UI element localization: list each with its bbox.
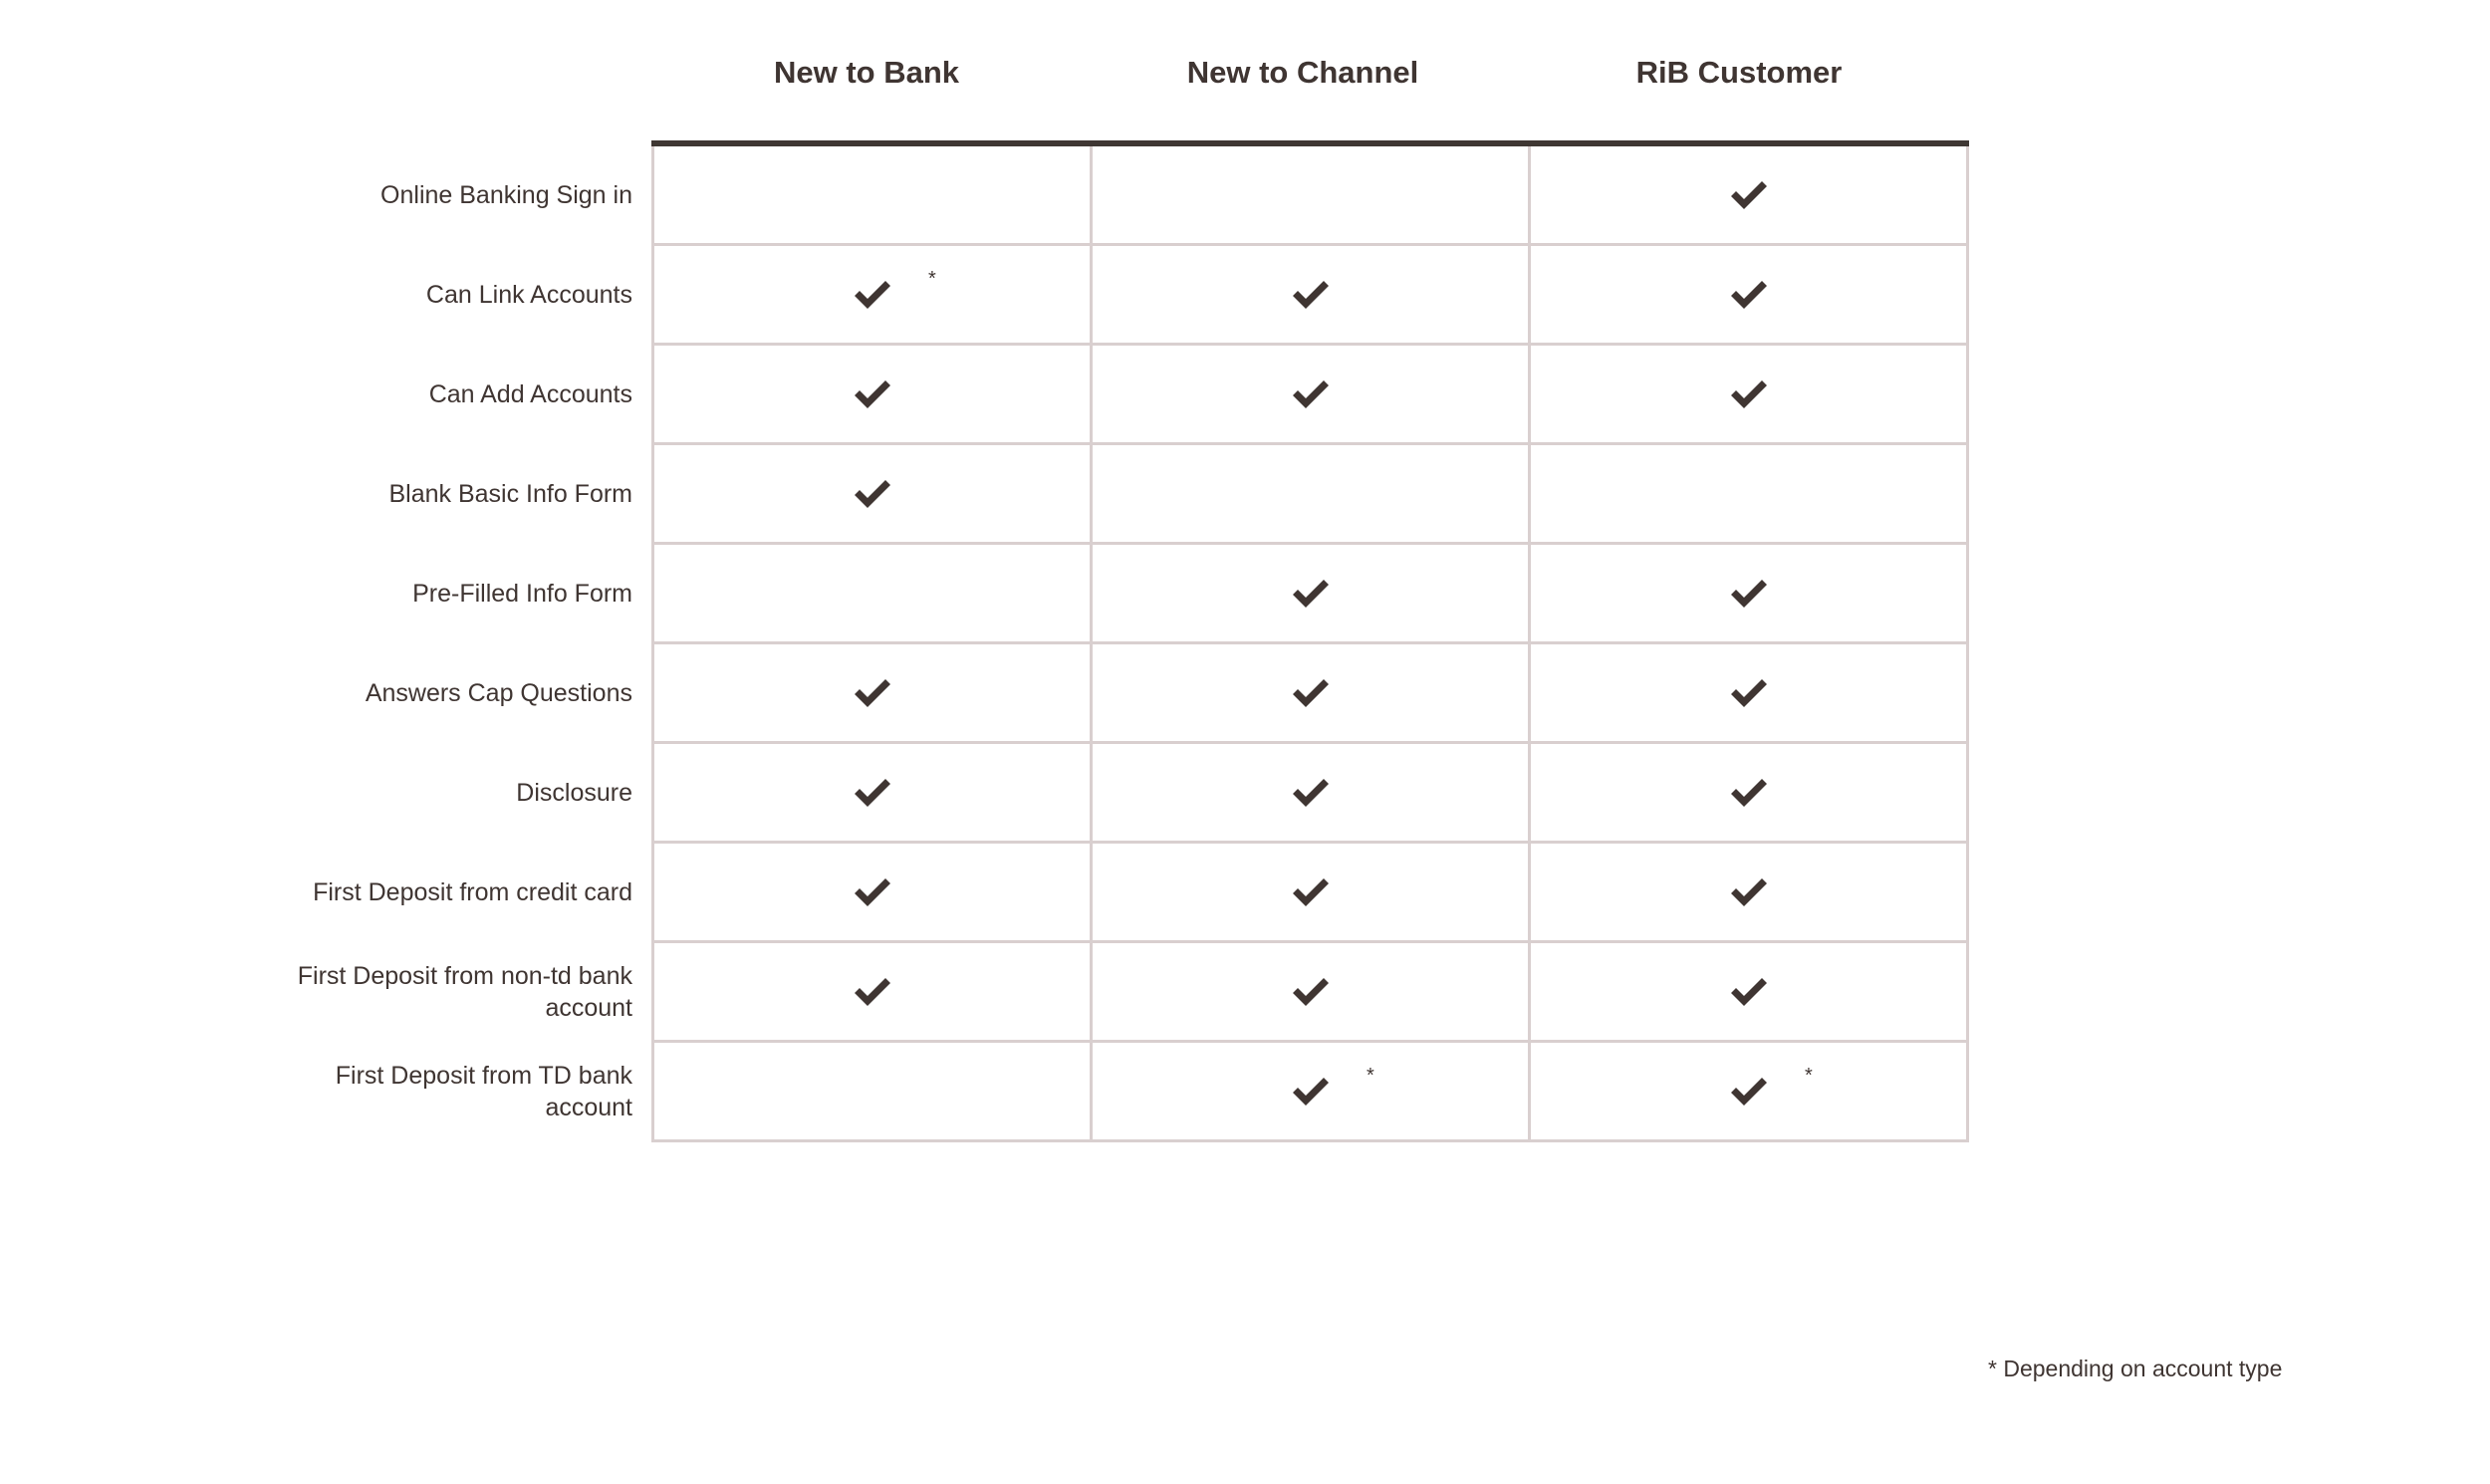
table-row — [651, 545, 1969, 644]
table-row — [651, 943, 1969, 1043]
table-cell — [654, 246, 1093, 343]
table-row — [651, 644, 1969, 744]
check-icon — [1291, 677, 1331, 709]
table-cell — [1093, 545, 1531, 641]
table-cell — [1531, 644, 1969, 741]
table-cell — [1531, 844, 1969, 940]
table-cell — [1531, 1043, 1969, 1139]
asterisk-marker: * — [1805, 1065, 1813, 1087]
table-cell — [654, 545, 1093, 641]
check-icon — [853, 378, 892, 410]
table-cell — [654, 346, 1093, 442]
check-icon — [1729, 378, 1769, 410]
comparison-table — [651, 140, 1969, 1142]
check-icon — [1729, 876, 1769, 908]
table-cell — [1093, 744, 1531, 841]
table-cell — [654, 943, 1093, 1040]
table-cell — [1531, 146, 1969, 243]
row-label-text: First Deposit from TD bank account — [335, 1061, 632, 1121]
table-row — [651, 1043, 1969, 1142]
table-cell — [1093, 844, 1531, 940]
check-icon — [1729, 179, 1769, 211]
table-cell — [1531, 346, 1969, 442]
table-cell — [1093, 943, 1531, 1040]
check-icon — [853, 876, 892, 908]
row-label — [294, 1043, 632, 1139]
row-label — [294, 744, 632, 841]
column-header-new-to-bank: New to Bank — [773, 55, 960, 90]
check-icon — [1729, 279, 1769, 311]
table-cell — [1093, 1043, 1531, 1139]
check-icon — [1729, 578, 1769, 610]
table-cell — [1531, 246, 1969, 343]
table-cell — [1093, 146, 1531, 243]
check-icon — [1729, 777, 1769, 809]
check-icon — [1729, 677, 1769, 709]
check-icon — [1291, 976, 1331, 1008]
asterisk-marker: * — [928, 268, 936, 290]
row-label — [294, 445, 632, 542]
row-label — [294, 346, 632, 442]
check-icon — [1291, 777, 1331, 809]
table-row — [651, 744, 1969, 844]
row-label-text: Answers Cap Questions — [365, 678, 632, 707]
check-icon — [1291, 876, 1331, 908]
table-cell — [654, 844, 1093, 940]
row-label — [294, 545, 632, 641]
table-row — [651, 246, 1969, 346]
row-label-text: First Deposit from non-td bank account — [297, 961, 632, 1022]
check-icon — [1729, 1076, 1769, 1108]
row-label-text: First Deposit from credit card — [313, 877, 632, 906]
table-cell — [654, 1043, 1093, 1139]
table-row — [651, 445, 1969, 545]
row-label-text: Disclosure — [516, 778, 632, 807]
row-label-text: Pre-Filled Info Form — [412, 579, 632, 608]
table-cell — [1531, 943, 1969, 1040]
table-row — [651, 346, 1969, 445]
table-cell — [654, 644, 1093, 741]
table-cell — [1093, 644, 1531, 741]
row-label — [294, 844, 632, 940]
check-icon — [1291, 279, 1331, 311]
row-label — [294, 246, 632, 343]
table-cell — [1531, 545, 1969, 641]
column-header-new-to-channel: New to Channel — [1186, 55, 1419, 90]
table-row — [651, 146, 1969, 246]
table-cell — [654, 146, 1093, 243]
row-label — [294, 943, 632, 1040]
row-label-text: Online Banking Sign in — [380, 180, 632, 209]
table-cell — [1093, 346, 1531, 442]
table-cell — [1093, 445, 1531, 542]
table-cell — [654, 445, 1093, 542]
check-icon — [853, 478, 892, 510]
table-row — [651, 844, 1969, 943]
table-cell — [1531, 445, 1969, 542]
check-icon — [853, 777, 892, 809]
check-icon — [853, 976, 892, 1008]
row-label-text: Can Add Accounts — [428, 379, 632, 408]
check-icon — [1291, 378, 1331, 410]
check-icon — [853, 677, 892, 709]
check-icon — [1291, 578, 1331, 610]
table-cell — [1531, 744, 1969, 841]
row-label — [294, 146, 632, 243]
table-cell — [654, 744, 1093, 841]
table-cell — [1093, 246, 1531, 343]
footnote: * Depending on account type — [1988, 1356, 2283, 1381]
column-header-rib-customer: RiB Customer — [1635, 55, 1843, 90]
asterisk-marker: * — [1367, 1065, 1374, 1087]
check-icon — [853, 279, 892, 311]
check-icon — [1291, 1076, 1331, 1108]
check-icon — [1729, 976, 1769, 1008]
row-label-text: Can Link Accounts — [425, 280, 632, 309]
row-label — [294, 644, 632, 741]
row-label-text: Blank Basic Info Form — [388, 479, 632, 508]
